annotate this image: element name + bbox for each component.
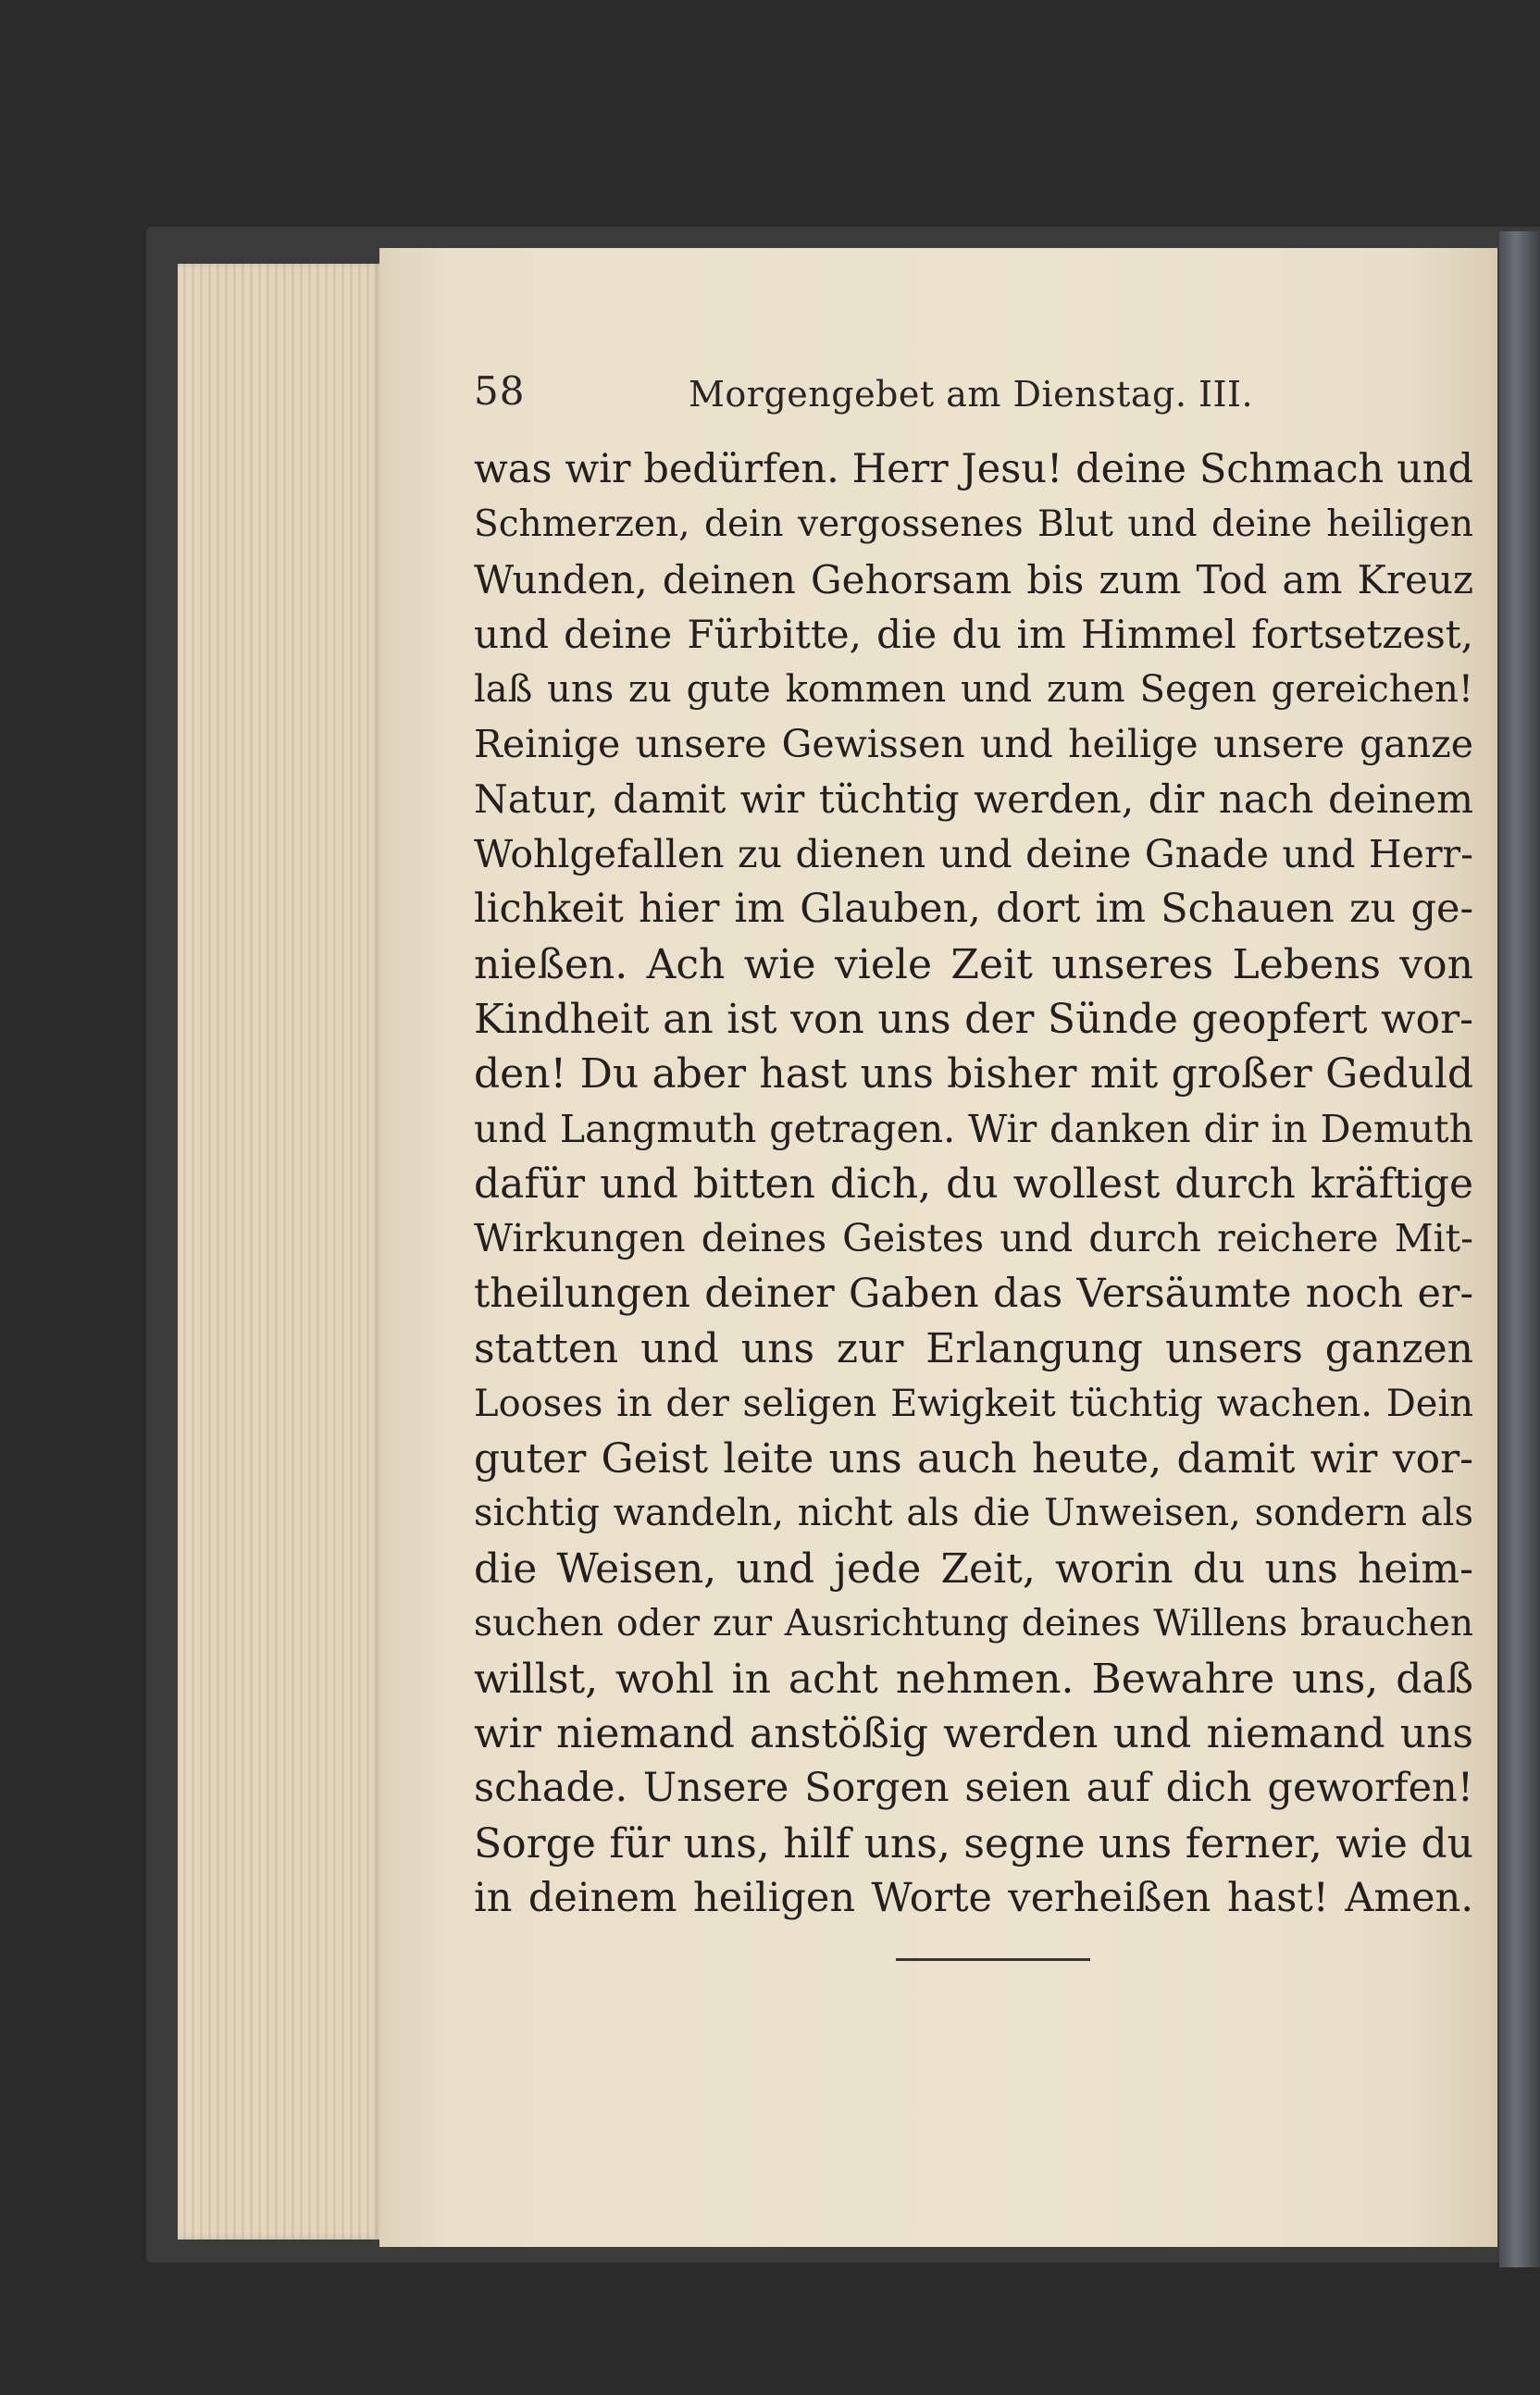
text-line: laß uns zu gute kommen und zum Segen gereichen! (474, 667, 1473, 711)
text-line: schade. Unsere Sorgen seien auf dich geworfen! (474, 1765, 1473, 1812)
text-line: dafür und bitten dich, du wollest durch kräftige (474, 1160, 1473, 1209)
text-line: wir niemand anstößig werden und niemand uns (474, 1709, 1473, 1757)
page-number: 58 (474, 368, 526, 414)
text-line: guter Geist leite uns auch heute, damit wir vor- (474, 1435, 1473, 1483)
book-spine-edge (1499, 231, 1540, 2267)
text-line: die Weisen, und jede Zeit, worin du uns heim- (474, 1545, 1473, 1593)
text-line: lichkeit hier im Glauben, dort im Schauen zu ge- (474, 886, 1473, 933)
text-line: Schmerzen, dein vergossenes Blut und deine heiligen (474, 503, 1473, 546)
text-line: sichtig wandeln, nicht als die Unweisen, sondern als (474, 1492, 1473, 1535)
text-line: Wunden, deinen Gehorsam bis zum Tod am Kreuz (474, 556, 1473, 602)
end-rule (896, 1958, 1090, 1961)
text-line: statten und uns zur Erlangung unsers ganzen (474, 1325, 1473, 1373)
text-line: den! Du aber hast uns bisher mit großer Geduld (474, 1050, 1473, 1098)
text-line: was wir bedürfen. Herr Jesu! deine Schmach und (474, 446, 1473, 492)
page-header (474, 368, 1455, 433)
page-edges (178, 264, 381, 2240)
running-title: Morgengebet am Dienstag. III. (689, 374, 1254, 415)
text-line: willst, wohl in acht nehmen. Bewahre uns, daß (474, 1655, 1473, 1703)
text-line: in deinem heiligen Worte verheißen hast! Amen. (474, 1875, 1473, 1922)
text-line: und Langmuth getragen. Wir danken dir in Demuth (474, 1106, 1473, 1151)
text-line: Reinige unsere Gewissen und heilige unsere ganze (474, 721, 1473, 766)
text-line: Wohlgefallen zu dienen und deine Gnade und Herr- (474, 831, 1473, 876)
text-line: nießen. Ach wie viele Zeit unseres Lebens von (474, 940, 1473, 988)
text-line: Wirkungen deines Geistes und durch reichere Mit- (474, 1216, 1473, 1261)
text-line: Kindheit an ist von uns der Sünde geopfert wor- (474, 995, 1473, 1043)
prayer-text (474, 442, 1473, 1927)
text-line: suchen oder zur Ausrichtung deines Willens brauchen (474, 1603, 1473, 1645)
text-line: Natur, damit wir tüchtig werden, dir nach deinem (474, 776, 1473, 823)
text-line: Sorge für uns, hilf uns, segne uns ferner, wie du (474, 1819, 1473, 1868)
text-line: theilungen deiner Gaben das Versäumte noch er- (474, 1270, 1473, 1317)
text-line: Looses in der seligen Ewigkeit tüchtig wachen. Dein (474, 1382, 1473, 1425)
text-line: und deine Fürbitte, die du im Himmel fortsetzest, (474, 612, 1473, 658)
